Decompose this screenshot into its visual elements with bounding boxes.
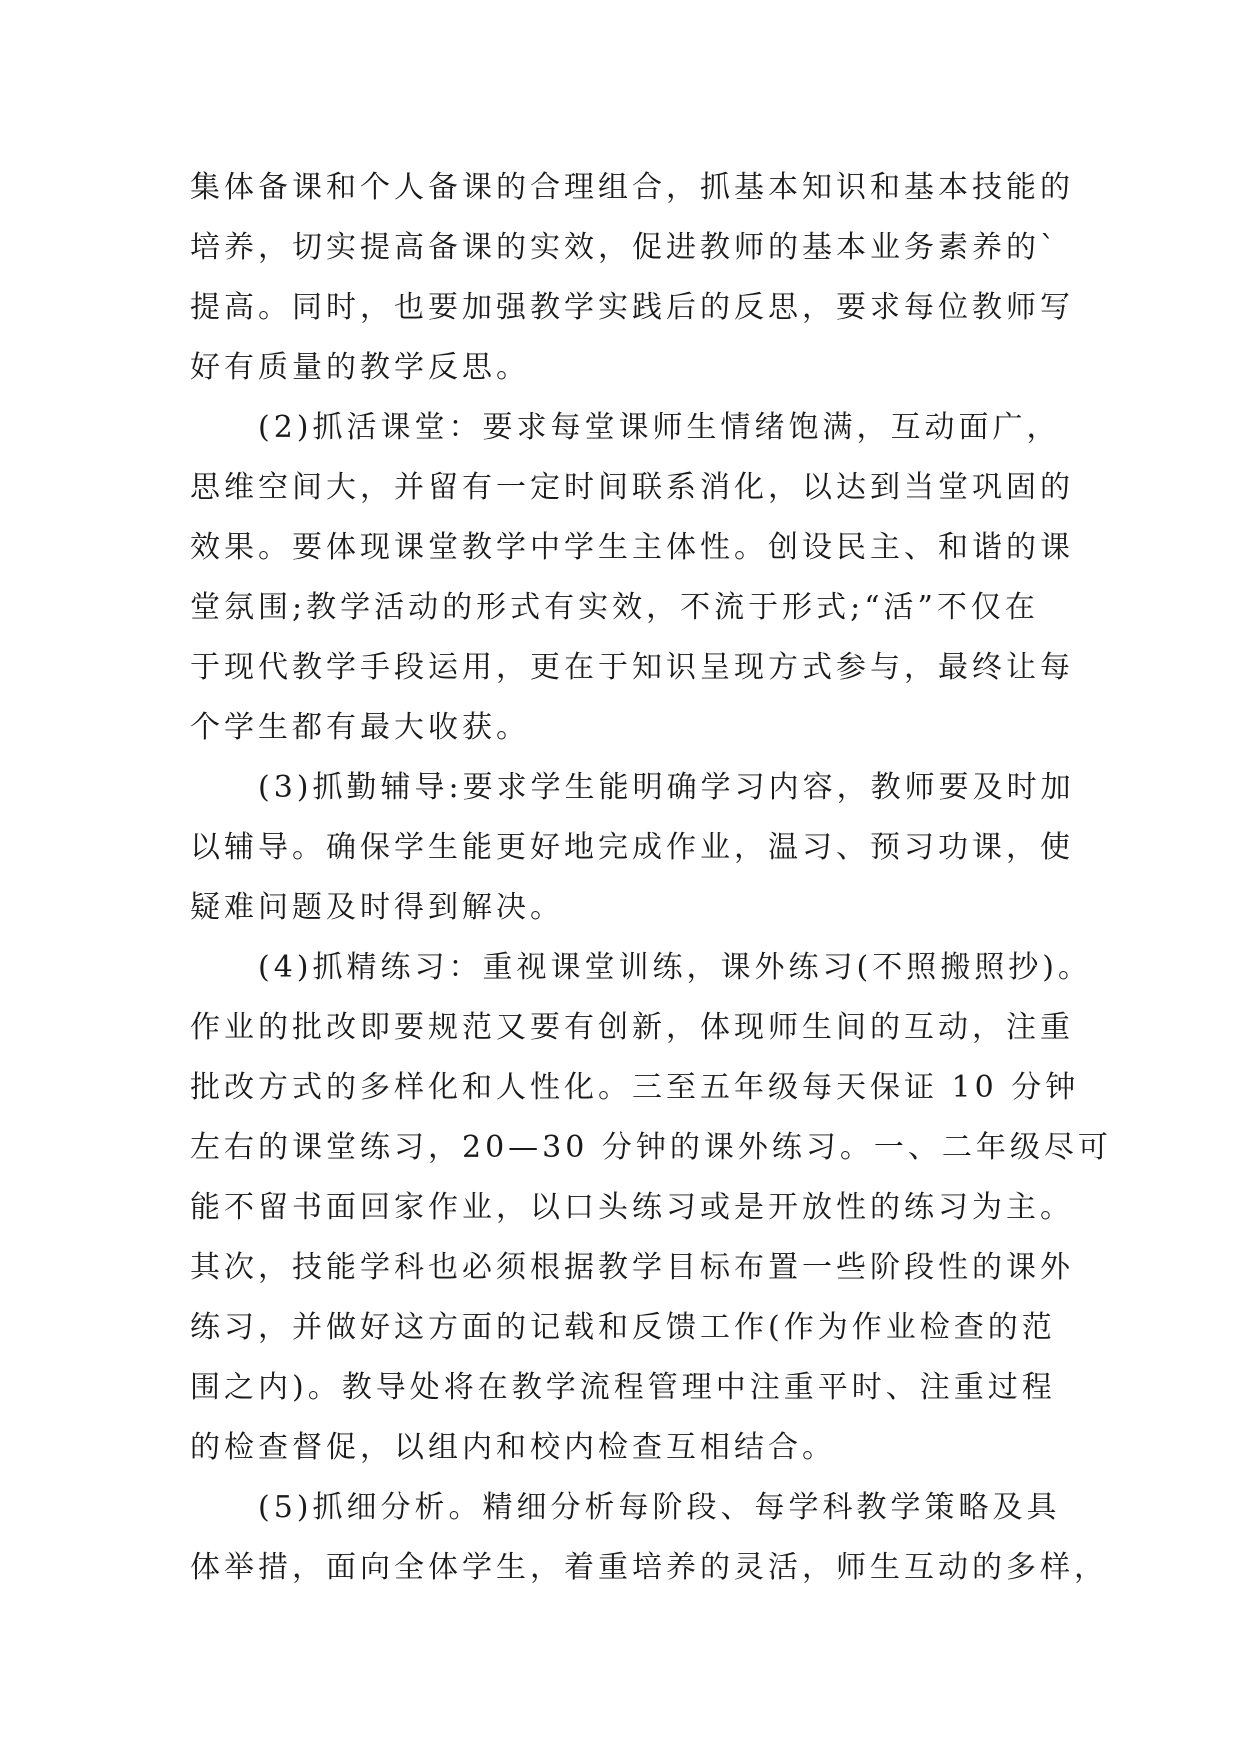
text-line: 提高。同时，也要加强教学实践后的反思，要求每位教师写 <box>190 290 1074 325</box>
text-line: 其次，技能学科也必须根据教学目标布置一些阶段性的课外 <box>190 1250 1074 1285</box>
text-line: 体举措，面向全体学生，着重培养的灵活，师生互动的多样， <box>190 1550 1108 1585</box>
text-line: 批改方式的多样化和人性化。三至五年级每天保证 10 分钟 <box>190 1070 1080 1105</box>
text-line: 思维空间大，并留有一定时间联系消化，以达到当堂巩固的 <box>190 470 1074 505</box>
paragraph-start-line: (2)抓活课堂：要求每堂课师生情绪饱满，互动面广， <box>258 410 1061 445</box>
text-line: 堂氛围;教学活动的形式有实效，不流于形式;“活”不仅在 <box>190 590 1039 625</box>
text-line: 个学生都有最大收获。 <box>190 710 530 745</box>
text-line: 以辅导。确保学生能更好地完成作业，温习、预习功课，使 <box>190 830 1074 865</box>
text-line: 作业的批改即要规范又要有创新，体现师生间的互动，注重 <box>190 1010 1074 1045</box>
text-line: 效果。要体现课堂教学中学生主体性。创设民主、和谐的课 <box>190 530 1074 565</box>
text-line: 围之内)。教导处将在教学流程管理中注重平时、注重过程 <box>190 1370 1056 1405</box>
paragraph-start-line: (5)抓细分析。精细分析每阶段、每学科教学策略及具 <box>258 1490 1061 1525</box>
paragraph-start-line: (4)抓精练习：重视课堂训练，课外练习(不照搬照抄)。 <box>258 950 1092 985</box>
text-line: 疑难问题及时得到解决。 <box>190 890 564 925</box>
body-text <box>190 158 1112 1598</box>
text-line: 好有质量的教学反思。 <box>190 350 530 385</box>
text-line: 左右的课堂练习，20—30 分钟的课外练习。一、二年级尽可 <box>190 1130 1112 1165</box>
text-line: 集体备课和个人备课的合理组合，抓基本知识和基本技能的 <box>190 170 1074 205</box>
text-line: 练习，并做好这方面的记载和反馈工作(作为作业检查的范 <box>190 1310 1056 1345</box>
text-line: 能不留书面回家作业，以口头练习或是开放性的练习为主。 <box>190 1190 1074 1225</box>
text-line: 于现代教学手段运用，更在于知识呈现方式参与，最终让每 <box>190 650 1074 685</box>
text-line: 的检查督促，以组内和校内检查互相结合。 <box>190 1430 836 1465</box>
paragraph-start-line: (3)抓勤辅导:要求学生能明确学习内容，教师要及时加 <box>258 770 1075 805</box>
text-line: 培养，切实提高备课的实效，促进教师的基本业务素养的` <box>190 230 1059 265</box>
